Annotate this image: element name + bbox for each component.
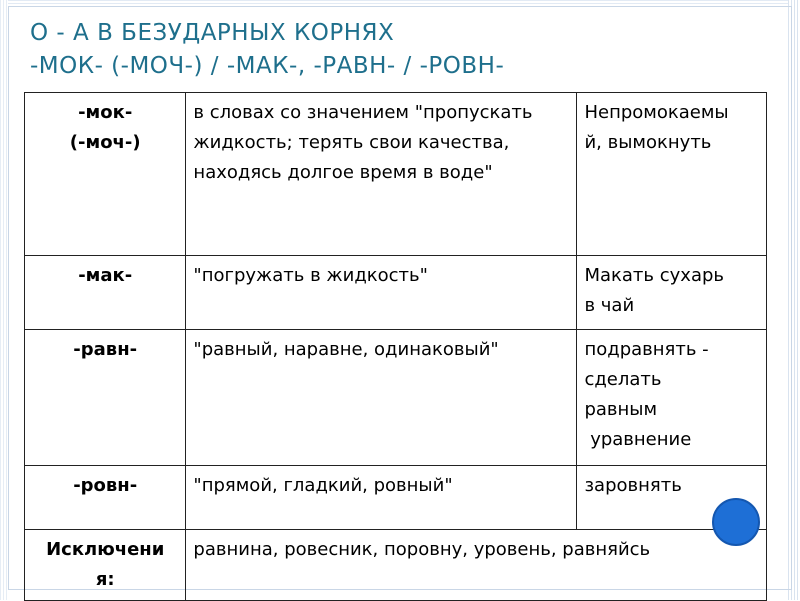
table-row	[25, 330, 767, 466]
example-text: в чай	[584, 295, 635, 316]
example-cell	[577, 256, 767, 330]
decorative-blue-circle	[712, 498, 760, 546]
meaning-cell: в словах со значением "пропускать жидкость; терять свои качества, находясь долгое время в воде"	[186, 93, 577, 256]
example-text: уравнение	[584, 429, 692, 450]
root-text: -мак-	[78, 265, 133, 286]
exceptions-label: Исключени	[46, 539, 165, 560]
table-row	[25, 466, 767, 530]
root-cell	[25, 330, 186, 466]
root-cell	[25, 256, 186, 330]
meaning-cell: "равный, наравне, одинаковый"	[186, 330, 577, 466]
root-text: -ровн-	[73, 475, 138, 496]
root-text: -мок-	[78, 102, 133, 123]
table-row	[25, 93, 767, 256]
meaning-cell: "прямой, гладкий, ровный"	[186, 466, 577, 530]
example-text: й, вымокнуть	[584, 132, 712, 153]
exceptions-text-cell: равнина, ровесник, поровну, уровень, равняйсь	[186, 530, 767, 601]
example-text: Макать сухарь	[584, 265, 725, 286]
exceptions-row	[25, 530, 767, 601]
root-cell	[25, 93, 186, 256]
example-text: Непромокаемы	[584, 102, 729, 123]
example-text: заровнять	[584, 475, 682, 496]
example-text: равным	[584, 399, 658, 420]
decorative-right-border	[788, 0, 800, 600]
example-text: подравнять -	[584, 339, 709, 360]
root-text: (-моч-)	[69, 132, 141, 153]
decorative-left-border	[0, 0, 8, 600]
meaning-cell: "погружать в жидкость"	[186, 256, 577, 330]
title-line-1: О - А В БЕЗУДАРНЫХ КОРНЯХ	[30, 20, 395, 46]
decorative-top-border	[0, 0, 800, 6]
slide-title	[30, 17, 504, 83]
rules-table	[24, 92, 767, 601]
root-text: -равн-	[73, 339, 138, 360]
example-text: сделать	[584, 369, 662, 390]
table-row	[25, 256, 767, 330]
exceptions-label-cell	[25, 530, 186, 601]
title-line-2: -МОК- (-МОЧ-) / -МАК-, -РАВН- / -РОВН-	[30, 53, 505, 79]
example-cell	[577, 93, 767, 256]
root-cell	[25, 466, 186, 530]
example-cell	[577, 330, 767, 466]
exceptions-label: я:	[95, 569, 115, 590]
